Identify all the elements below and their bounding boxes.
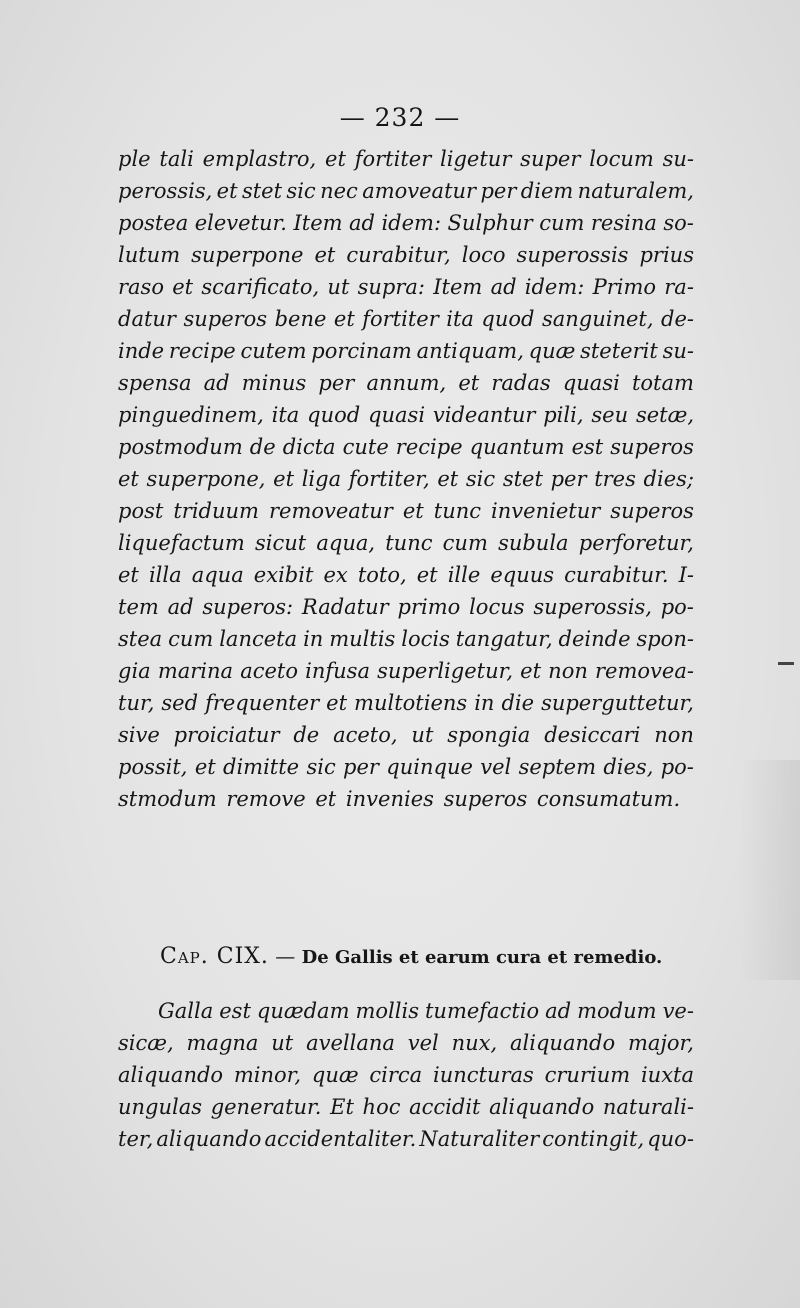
word: post <box>118 499 164 523</box>
word: curabitur, <box>346 243 451 267</box>
paragraph-2 <box>118 995 694 1155</box>
word: possit, <box>118 755 188 779</box>
word: mollis <box>355 999 419 1023</box>
word: accidentaliter. <box>264 1127 417 1151</box>
word: superguttetur, <box>541 691 694 715</box>
word: superos <box>610 499 694 523</box>
word: cum <box>168 627 214 651</box>
bleed-through-shadow <box>740 760 800 980</box>
word: stet <box>502 467 543 491</box>
word: pinguedinem, <box>118 403 264 427</box>
word: et <box>118 563 139 587</box>
word: ungulas <box>118 1095 203 1119</box>
text-line <box>118 143 694 175</box>
text-line <box>118 687 694 719</box>
paragraph-1 <box>118 143 694 815</box>
word: de <box>293 723 320 747</box>
word: fortiter <box>362 307 439 331</box>
word: multotiens <box>354 691 468 715</box>
word: dicta <box>282 435 336 459</box>
word: sic <box>286 179 316 203</box>
word: perforetur, <box>578 531 694 555</box>
word: Et <box>330 1095 354 1119</box>
word: Naturaliter <box>419 1127 540 1151</box>
word: liquefactum <box>118 531 245 555</box>
word: ve- <box>662 999 694 1023</box>
word: cum <box>539 211 585 235</box>
word: circa <box>369 1063 423 1087</box>
word: idem: <box>381 211 442 235</box>
word: quantum <box>469 435 565 459</box>
word: sicæ, <box>118 1031 174 1055</box>
word: Primo <box>592 275 657 299</box>
word: magna <box>186 1031 259 1055</box>
word: spensa <box>118 371 192 395</box>
word: ex <box>323 563 348 587</box>
word: stea <box>118 627 163 651</box>
word: aliquando <box>510 1031 616 1055</box>
word: et <box>216 179 238 203</box>
word: Radatur <box>301 595 389 619</box>
word: hoc <box>362 1095 401 1119</box>
word: per <box>318 371 355 395</box>
word: et <box>194 755 216 779</box>
word: aliquando <box>118 1063 224 1087</box>
word: minus <box>241 371 307 395</box>
word: sed <box>161 691 199 715</box>
word: pili, <box>543 403 584 427</box>
word: radas <box>491 371 551 395</box>
page-edge-mark <box>778 662 794 665</box>
chapter-title: De Gallis et earum cura et remedio. <box>301 947 663 968</box>
word: sanguinet, <box>541 307 654 331</box>
word: sic <box>306 755 336 779</box>
word: tunc <box>385 531 433 555</box>
word: per <box>480 179 517 203</box>
word: est <box>219 999 251 1023</box>
word: porcinam <box>311 339 412 363</box>
word: super <box>520 147 581 171</box>
word: exibit <box>253 563 314 587</box>
word: inde <box>118 339 165 363</box>
word: et <box>118 467 139 491</box>
word: ad <box>545 999 572 1023</box>
word: illa <box>148 563 182 587</box>
word: totam <box>631 371 694 395</box>
word: fortiter <box>354 147 432 171</box>
text-line <box>118 367 694 399</box>
word: quo- <box>647 1127 694 1151</box>
word: quod <box>481 307 535 331</box>
word: et <box>416 563 438 587</box>
word: superpone, <box>146 467 266 491</box>
text-line <box>118 1091 694 1123</box>
word: I- <box>678 563 694 587</box>
word: supra: <box>357 275 426 299</box>
word: et <box>273 467 295 491</box>
word: quæ <box>311 1063 359 1087</box>
word: po- <box>660 595 694 619</box>
word: non <box>654 723 694 747</box>
word: raso <box>118 275 164 299</box>
word: aceto <box>240 659 298 683</box>
word: su- <box>662 147 694 171</box>
word: loco <box>461 243 506 267</box>
word: lutum <box>118 243 181 267</box>
word: minor, <box>233 1063 302 1087</box>
word: Item <box>433 275 483 299</box>
word: die <box>501 691 535 715</box>
text-line <box>118 399 694 431</box>
word: naturalem, <box>577 179 694 203</box>
word: liga <box>301 467 342 491</box>
word: desiccari <box>544 723 641 747</box>
word: spon- <box>636 627 694 651</box>
word: Sulphur <box>447 211 533 235</box>
word: Galla <box>158 999 214 1023</box>
text-line <box>118 527 694 559</box>
word: tangatur, <box>455 627 553 651</box>
word: po- <box>660 755 694 779</box>
word: recipe <box>168 339 236 363</box>
text-line <box>118 783 694 815</box>
word: est <box>571 435 604 459</box>
word: ter, <box>118 1127 154 1151</box>
word: superossis, <box>533 595 652 619</box>
word: sic <box>465 467 496 491</box>
text-line <box>118 239 694 271</box>
word: et <box>172 275 194 299</box>
word: contingit, <box>542 1127 645 1151</box>
word: perossis, <box>118 179 213 203</box>
word: in <box>303 627 324 651</box>
word: cute <box>342 435 389 459</box>
word: su- <box>662 339 694 363</box>
word: locum <box>589 147 654 171</box>
word: amoveatur <box>362 179 477 203</box>
word: per <box>343 755 379 779</box>
word: aqua, <box>316 531 376 555</box>
word: scarificato, <box>201 275 320 299</box>
word: spongia <box>447 723 531 747</box>
word: marina <box>157 659 234 683</box>
word: postea <box>118 211 189 235</box>
text-line <box>118 1059 694 1091</box>
text-line <box>118 623 694 655</box>
word: ad <box>203 371 230 395</box>
word: aceto, <box>333 723 398 747</box>
word: proiciatur <box>173 723 280 747</box>
word: cutem <box>240 339 307 363</box>
word: sicut <box>254 531 307 555</box>
word: toto, <box>357 563 407 587</box>
word: aqua <box>191 563 244 587</box>
word: superos <box>183 307 268 331</box>
word: resina <box>590 211 657 235</box>
word: steterit <box>580 339 658 363</box>
word: superossis <box>516 243 629 267</box>
word: per <box>550 467 587 491</box>
word: ad <box>167 595 194 619</box>
word: et <box>402 499 424 523</box>
word: ad <box>490 275 517 299</box>
word: iuncturas <box>433 1063 534 1087</box>
word: seu <box>591 403 629 427</box>
word: triduum <box>173 499 259 523</box>
word: superos <box>610 435 694 459</box>
text-line <box>118 335 694 367</box>
word: equus <box>490 563 555 587</box>
word: superos <box>443 787 528 811</box>
word: non <box>548 659 588 683</box>
word: ille <box>447 563 481 587</box>
word: major, <box>627 1031 694 1055</box>
word: et <box>325 147 346 171</box>
word: removeatur <box>268 499 393 523</box>
word: primo <box>397 595 461 619</box>
word: aliquando <box>156 1127 262 1151</box>
word: curabitur. <box>564 563 669 587</box>
word: aliquando <box>489 1095 595 1119</box>
word: dimitte <box>223 755 300 779</box>
word: vel <box>480 755 512 779</box>
word: et <box>333 307 355 331</box>
text-line <box>118 175 694 207</box>
word: recipe <box>395 435 463 459</box>
word: gia <box>118 659 151 683</box>
word: ad <box>349 211 375 235</box>
word: stet <box>241 179 283 203</box>
word: datur <box>118 307 176 331</box>
page-number: — 232 — <box>339 103 461 132</box>
word: ut <box>411 723 434 747</box>
word: stmodum <box>118 787 217 811</box>
word: prius <box>639 243 694 267</box>
word: subula <box>498 531 569 555</box>
word: ut <box>327 275 350 299</box>
word: in <box>474 691 495 715</box>
word: infusa <box>305 659 370 683</box>
word: ligetur <box>440 147 512 171</box>
word: remove <box>226 787 306 811</box>
word: et <box>326 691 348 715</box>
heading-dash: — <box>275 944 296 968</box>
word: cum <box>442 531 488 555</box>
word: crurium <box>544 1063 631 1087</box>
text-line <box>118 495 694 527</box>
word: setæ, <box>635 403 694 427</box>
text-line <box>118 995 694 1027</box>
word: elevetur. <box>194 211 287 235</box>
word: ple <box>118 147 151 171</box>
word: superos: <box>202 595 294 619</box>
word: invenies <box>345 787 434 811</box>
word: locus <box>469 595 525 619</box>
text-line <box>118 303 694 335</box>
word: invenietur <box>491 499 601 523</box>
word: antiquam, <box>416 339 524 363</box>
word: et <box>458 371 480 395</box>
word: so- <box>663 211 694 235</box>
word: septem <box>518 755 597 779</box>
word: de <box>249 435 276 459</box>
word: et <box>520 659 542 683</box>
word: et <box>314 243 336 267</box>
word: sive <box>118 723 160 747</box>
text-line <box>118 719 694 751</box>
text-line <box>118 591 694 623</box>
word: emplastro, <box>202 147 317 171</box>
word: tumefactio <box>424 999 540 1023</box>
word: lanceta <box>219 627 298 651</box>
word: iuxta <box>640 1063 694 1087</box>
text-line <box>118 207 694 239</box>
word: annum, <box>366 371 447 395</box>
word: avellana <box>306 1031 395 1055</box>
word: idem: <box>524 275 585 299</box>
word: quasi <box>562 371 620 395</box>
word: ut <box>271 1031 294 1055</box>
word: dies; <box>643 467 694 491</box>
word: et <box>437 467 459 491</box>
text-line <box>118 655 694 687</box>
word: frequenter <box>205 691 320 715</box>
text-line <box>118 271 694 303</box>
word: Item <box>293 211 343 235</box>
word: postmodum <box>118 435 243 459</box>
word: fortiter, <box>348 467 430 491</box>
text-line <box>118 1027 694 1059</box>
word: quasi <box>368 403 426 427</box>
text-line <box>118 1123 694 1155</box>
word: de- <box>661 307 694 331</box>
word: quod <box>307 403 361 427</box>
word: consumatum. <box>536 787 681 811</box>
text-line <box>118 751 694 783</box>
word: tres <box>594 467 636 491</box>
word: tunc <box>433 499 482 523</box>
word: tem <box>118 595 159 619</box>
word: ra- <box>664 275 694 299</box>
word: generatur. <box>210 1095 322 1119</box>
word: quæ <box>528 339 576 363</box>
word: bene <box>274 307 327 331</box>
word: tur, <box>118 691 155 715</box>
word: accidit <box>409 1095 481 1119</box>
word: naturali- <box>602 1095 694 1119</box>
word: quinque <box>386 755 473 779</box>
word: et <box>315 787 337 811</box>
text-line <box>118 463 694 495</box>
word: tali <box>159 147 194 171</box>
word: multis <box>329 627 396 651</box>
word: modum <box>577 999 657 1023</box>
word: nec <box>320 179 358 203</box>
chapter-heading <box>160 940 662 974</box>
chapter-number: Cap. CIX. <box>160 944 269 969</box>
word: dies, <box>603 755 654 779</box>
word: nux, <box>451 1031 498 1055</box>
word: quædam <box>256 999 350 1023</box>
word: locis <box>401 627 450 651</box>
text-line <box>118 559 694 591</box>
word: superligetur, <box>377 659 514 683</box>
word: vel <box>407 1031 439 1055</box>
word: superpone <box>191 243 304 267</box>
word: removea- <box>595 659 694 683</box>
word: videantur <box>432 403 536 427</box>
word: ita <box>271 403 300 427</box>
text-line <box>118 431 694 463</box>
word: diem <box>520 179 574 203</box>
word: deinde <box>558 627 631 651</box>
word: ita <box>446 307 474 331</box>
